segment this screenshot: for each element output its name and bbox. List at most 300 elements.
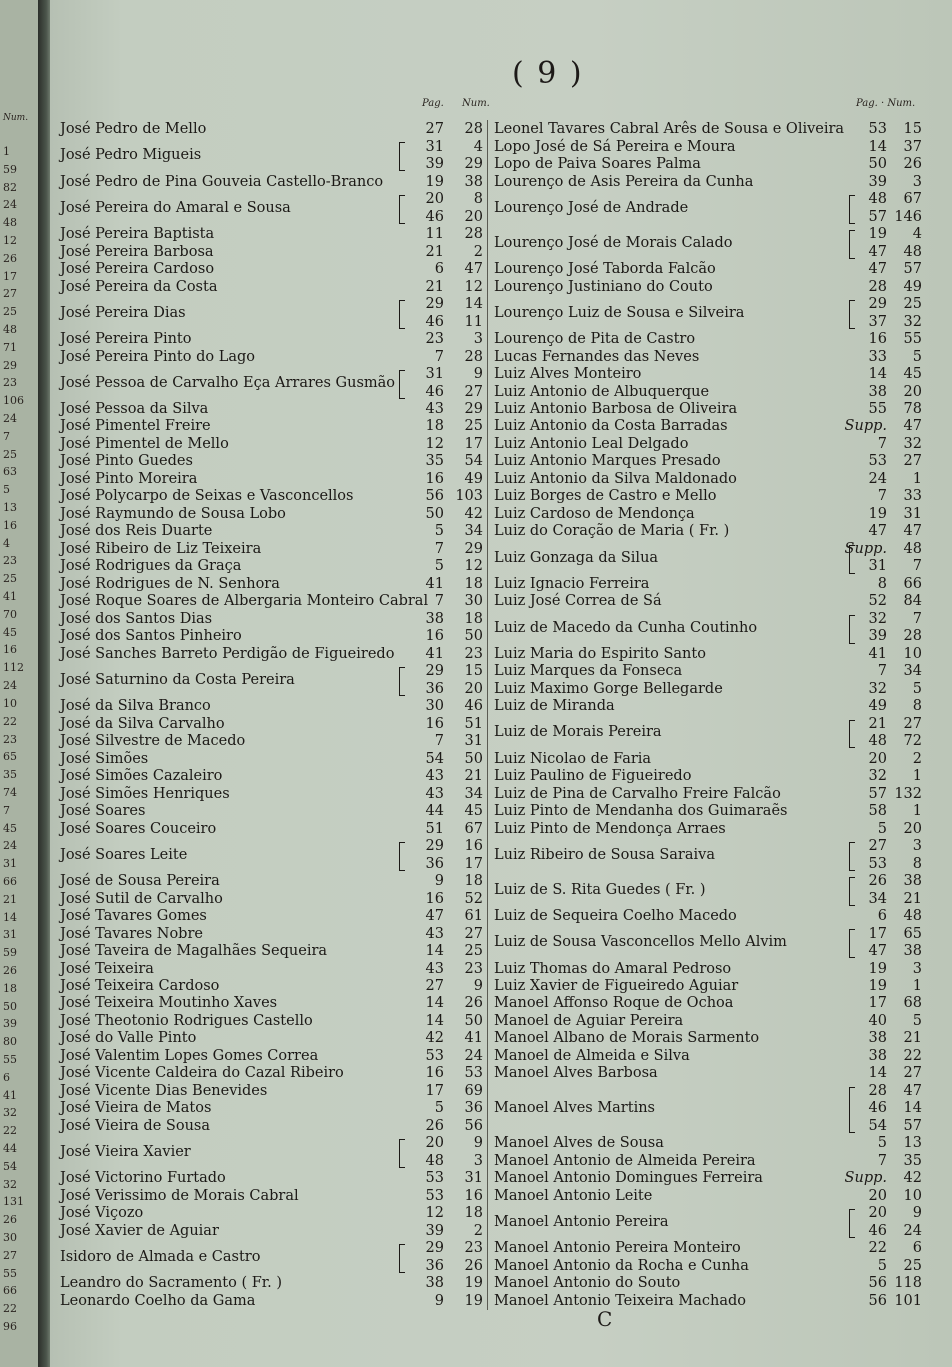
number-ref: 26 (903, 156, 922, 173)
number-ref: 49 (464, 470, 483, 487)
register-page (50, 0, 952, 1367)
entry-name: José Pessoa da Silva (60, 400, 209, 417)
page-ref: 7 (877, 1152, 887, 1169)
gutter-number: 131 (3, 1195, 24, 1209)
entry-name: Lourenço José de Morais Calado (494, 234, 733, 251)
page-ref: 55 (868, 400, 887, 417)
number-ref: 11 (464, 313, 483, 330)
page-ref: 48 (425, 1152, 444, 1169)
gutter-number: 5 (3, 483, 10, 497)
entry-name: José dos Santos Dias (60, 610, 213, 627)
page-ref: 50 (425, 505, 444, 522)
entry-name: José dos Reis Duarte (60, 523, 213, 540)
number-ref: 28 (464, 226, 483, 243)
page-ref: 52 (868, 593, 887, 610)
entry-name: José Rodrigues de N. Senhora (60, 575, 280, 592)
page-ref: 6 (877, 908, 887, 925)
number-ref: 28 (464, 121, 483, 138)
page-ref: 17 (868, 925, 887, 942)
number-ref: 5 (912, 680, 922, 697)
entry-name: José Pereira da Costa (60, 278, 218, 295)
number-ref: 8 (912, 855, 922, 872)
number-ref: 49 (903, 278, 922, 295)
entry-name: Lourenço Justiniano do Couto (494, 278, 713, 295)
number-ref: 2 (473, 243, 483, 260)
entry-name: Luiz Gonzaga da Silua (494, 549, 659, 566)
page-ref: 27 (425, 121, 444, 138)
index-entry (50, 1030, 950, 1047)
page-ref: 53 (425, 1170, 444, 1187)
entry-name: Manoel Albano de Morais Sarmento (494, 1030, 760, 1047)
gutter-number: 112 (3, 661, 24, 675)
entry-name: Manoel Alves Barbosa (494, 1065, 658, 1082)
gutter-number: 54 (3, 1159, 17, 1173)
index-entry (50, 995, 950, 1012)
page-ref: Supp. (844, 418, 887, 435)
entry-name: José Vicente Dias Benevides (60, 1082, 268, 1099)
page-ref: 16 (425, 628, 444, 645)
brace-bracket (849, 545, 855, 574)
page-ref: 14 (425, 1012, 444, 1029)
gutter-number: 26 (3, 251, 17, 265)
gutter-number: 1 (3, 145, 10, 158)
num-header-left: Num. (462, 98, 490, 109)
entry-name: Manoel Alves de Sousa (494, 1135, 664, 1152)
page-ref: 54 (868, 1117, 887, 1134)
index-entry (50, 663, 950, 680)
number-ref: 47 (903, 418, 922, 435)
number-ref: 50 (464, 628, 483, 645)
entry-name: Manoel Antonio Pereira Monteiro (494, 1240, 741, 1257)
page-ref: 33 (868, 348, 887, 365)
entry-name: Luiz do Coração de Maria ( Fr. ) (494, 523, 730, 540)
gutter-number: 22 (3, 714, 17, 728)
page-ref: 22 (868, 1240, 887, 1257)
number-ref: 21 (903, 1030, 922, 1047)
entry-name: José Pereira Barbosa (60, 243, 214, 260)
page-ref: 19 (868, 505, 887, 522)
gutter-number: 31 (3, 928, 17, 942)
number-ref: 14 (903, 1100, 922, 1117)
index-entry (50, 1048, 950, 1065)
gutter-number: 16 (3, 643, 17, 657)
entry-name: José Rodrigues da Graça (60, 558, 242, 575)
page-ref: 26 (425, 1117, 444, 1134)
page-ref: 16 (868, 331, 887, 348)
page-ref: 31 (425, 366, 444, 383)
page-ref: 27 (425, 978, 444, 994)
number-ref: 42 (464, 505, 483, 522)
page-ref: 14 (425, 995, 444, 1012)
index-entry (50, 1188, 950, 1205)
index-entry (50, 681, 950, 698)
page-ref: 14 (425, 943, 444, 960)
page-ref: 27 (868, 838, 887, 855)
page-ref: 35 (425, 453, 444, 470)
number-ref: 51 (464, 715, 483, 732)
page-ref: 5 (434, 558, 444, 575)
entry-name: José Saturnino da Costa Pereira (60, 672, 295, 689)
entry-name: José Pimentel Freire (60, 418, 211, 435)
gutter-number: 26 (3, 963, 17, 977)
page-ref: 41 (425, 575, 444, 592)
number-ref: 23 (464, 1240, 483, 1257)
page-ref: 46 (868, 1222, 887, 1239)
page-ref: 31 (425, 138, 444, 155)
index-entry (50, 716, 950, 751)
entry-name: Manoel Affonso Roque de Ochoa (494, 995, 734, 1012)
gutter-number: 48 (3, 323, 17, 337)
entry-name: José Pedro de Pina Gouveia Castello-Branco (60, 173, 384, 190)
entry-name: José de Sousa Pereira (60, 873, 220, 890)
number-ref: 3 (912, 838, 922, 855)
gutter-number: 55 (3, 1052, 17, 1066)
entry-name: Luiz Alves Monteiro (494, 366, 642, 383)
number-ref: 33 (903, 488, 922, 505)
entry-name: José Pimentel de Mello (60, 435, 229, 452)
index-entry (50, 296, 950, 331)
number-ref: 53 (464, 1065, 483, 1082)
entry-name: Luiz Pinto de Mendonça Arraes (494, 820, 726, 837)
index-entry (50, 1135, 950, 1152)
page-ref: 5 (877, 820, 887, 837)
entry-name: Manoel de Almeida e Silva (494, 1047, 690, 1064)
page-ref: 48 (868, 733, 887, 750)
number-ref: 17 (464, 435, 483, 452)
number-ref: 37 (903, 138, 922, 155)
index-entry (50, 348, 950, 365)
number-ref: 1 (912, 768, 922, 785)
gutter-number: 59 (3, 162, 17, 176)
index-entry (50, 261, 950, 278)
entry-name: Luiz Thomas do Amaral Pedroso (494, 960, 732, 977)
number-ref: 54 (464, 453, 483, 470)
number-ref: 3 (912, 960, 922, 977)
number-ref: 20 (464, 680, 483, 697)
page-ref: 57 (868, 208, 887, 225)
gutter-number: 14 (3, 910, 17, 924)
number-ref: 41 (464, 1030, 483, 1047)
page-ref: 53 (868, 453, 887, 470)
gutter-number: 39 (3, 1017, 17, 1031)
number-ref: 16 (464, 838, 483, 855)
page-ref: 46 (868, 1100, 887, 1117)
number-ref: 21 (903, 890, 922, 907)
entry-name: Luiz de Macedo da Cunha Coutinho (494, 619, 758, 636)
number-ref: 57 (903, 1117, 922, 1134)
number-ref: 3 (473, 1152, 483, 1169)
gutter-number: 27 (3, 1248, 17, 1262)
index-entry (50, 576, 950, 593)
page-ref: 5 (877, 1135, 887, 1152)
index-entry (50, 1065, 950, 1082)
page-ref: 50 (868, 156, 887, 173)
page-ref: 46 (425, 383, 444, 400)
entry-name: José do Valle Pinto (60, 1030, 197, 1047)
number-ref: 16 (464, 1187, 483, 1204)
entry-name: Lourenço José Taborda Falcão (494, 261, 716, 278)
page-ref: 39 (425, 1222, 444, 1239)
entry-name: Leandro do Sacramento ( Fr. ) (60, 1275, 283, 1292)
entry-name: Leonardo Coelho da Gama (60, 1292, 256, 1309)
number-ref: 18 (464, 575, 483, 592)
page-ref: 9 (434, 1292, 444, 1309)
page-ref: 23 (425, 331, 444, 348)
page-ref: 29 (425, 1240, 444, 1257)
gutter-number: 32 (3, 1177, 17, 1191)
brace-bracket (849, 720, 855, 749)
number-ref: 18 (464, 873, 483, 890)
entry-name: José Simões Cazaleiro (60, 768, 223, 785)
number-ref: 19 (464, 1275, 483, 1292)
entry-name: Luiz Nicolao de Faria (494, 750, 652, 767)
entry-name: José Vieira de Sousa (60, 1117, 210, 1134)
page-ref: 14 (868, 366, 887, 383)
number-ref: 84 (903, 593, 922, 610)
gutter-number: 35 (3, 768, 17, 782)
number-ref: 15 (464, 663, 483, 680)
entry-name: Manoel Antonio Pereira (494, 1214, 669, 1231)
number-ref: 25 (464, 418, 483, 435)
number-ref: 3 (912, 173, 922, 190)
entry-name: José da Silva Carvalho (60, 715, 225, 732)
page-ref: 7 (877, 663, 887, 680)
gutter-number: 31 (3, 857, 17, 871)
number-ref: 29 (464, 156, 483, 173)
gutter-number: 25 (3, 305, 17, 319)
entry-name: Luiz José Correa de Sá (494, 593, 662, 610)
page-ref: 43 (425, 960, 444, 977)
gutter-number: 22 (3, 1124, 17, 1138)
entry-name: Manoel de Aguiar Pereira (494, 1012, 684, 1029)
index-entry (50, 541, 950, 576)
number-ref: 67 (903, 191, 922, 208)
brace-bracket (849, 929, 855, 958)
index-entry (50, 453, 950, 470)
gutter-number: 65 (3, 750, 17, 764)
page-ref: 47 (868, 243, 887, 260)
pag-header-left: Pag. (422, 98, 444, 109)
page-ref: 53 (425, 1187, 444, 1204)
page-ref: 36 (425, 1257, 444, 1274)
entry-name: José Pedro Migueis (60, 147, 202, 164)
gutter-number: 44 (3, 1141, 17, 1155)
page-ref: 7 (877, 488, 887, 505)
number-ref: 26 (464, 1257, 483, 1274)
entry-name: José Tavares Gomes (60, 908, 207, 925)
index-entry (50, 156, 950, 173)
page-ref: 54 (425, 750, 444, 767)
entry-name: Lucas Fernandes das Neves (494, 348, 700, 365)
number-ref: 25 (903, 1257, 922, 1274)
page-ref: 8 (877, 575, 887, 592)
page-ref: 42 (425, 1030, 444, 1047)
entry-name: José Vicente Caldeira do Cazal Ribeiro (60, 1065, 344, 1082)
page-ref: 58 (868, 803, 887, 820)
gutter-number: 12 (3, 234, 17, 247)
number-ref: 12 (464, 558, 483, 575)
gutter-number: 48 (3, 216, 17, 230)
page-ref: 36 (425, 855, 444, 872)
number-ref: 45 (903, 366, 922, 383)
entry-name: José Pereira Pinto do Lago (60, 348, 255, 365)
number-ref: 22 (903, 1047, 922, 1064)
entry-name: Luiz Antonio de Albuquerque (494, 383, 710, 400)
index-entry (50, 750, 950, 767)
page-ref: 47 (868, 943, 887, 960)
index-entry (50, 785, 950, 802)
entry-name: José Xavier de Aguiar (60, 1222, 219, 1239)
number-ref: 32 (903, 435, 922, 452)
gutter-number: 4 (3, 536, 10, 550)
index-entry (50, 191, 950, 226)
index-entry (50, 1293, 950, 1310)
gutter-number: 26 (3, 1213, 17, 1227)
number-ref: 50 (464, 1012, 483, 1029)
number-ref: 9 (473, 1135, 483, 1152)
page-ref: 39 (868, 628, 887, 645)
number-ref: 1 (912, 978, 922, 994)
entry-name: Luiz Ribeiro de Sousa Saraiva (494, 846, 715, 863)
entry-name: José Vieira de Matos (60, 1100, 212, 1117)
page-ref: 28 (868, 1082, 887, 1099)
page-ref: 39 (425, 156, 444, 173)
number-ref: 28 (903, 628, 922, 645)
entry-name: Luiz Pinto de Mendanha dos Guimaraẽs (494, 803, 788, 820)
gutter-number: 25 (3, 572, 17, 586)
gutter-header: Num. (3, 113, 29, 123)
number-ref: 46 (464, 698, 483, 715)
page-ref: 47 (868, 523, 887, 540)
index-entry (50, 1083, 950, 1135)
number-ref: 72 (903, 733, 922, 750)
gutter-number: 24 (3, 839, 17, 853)
page-ref: 5 (877, 1257, 887, 1274)
gutter-number: 80 (3, 1035, 17, 1049)
page-ref: 6 (434, 261, 444, 278)
index-entry (50, 1240, 950, 1257)
number-ref: 4 (912, 226, 922, 243)
page-ref: 44 (425, 803, 444, 820)
gutter-number: 6 (3, 1070, 10, 1084)
number-ref: 23 (464, 960, 483, 977)
page-ref: 29 (425, 296, 444, 313)
page-ref: 19 (868, 978, 887, 994)
number-ref: 146 (894, 208, 922, 225)
entry-name: José Soares (60, 803, 146, 820)
page-ref: 20 (425, 1135, 444, 1152)
number-ref: 10 (903, 645, 922, 662)
gutter-number: 24 (3, 198, 17, 212)
number-ref: 45 (464, 803, 483, 820)
entry-name: José Pereira Pinto (60, 331, 192, 348)
page-ref: 38 (868, 1047, 887, 1064)
page-ref: 17 (868, 995, 887, 1012)
number-ref: 15 (903, 121, 922, 138)
gutter-number: 22 (3, 1302, 17, 1316)
number-ref: 10 (903, 1187, 922, 1204)
index-entry (50, 1013, 950, 1030)
entry-name: José Silvestre de Macedo (60, 733, 246, 750)
number-ref: 2 (473, 1222, 483, 1239)
entry-name: Luiz de Miranda (494, 698, 615, 715)
number-ref: 132 (894, 785, 922, 802)
page-ref: 34 (868, 890, 887, 907)
page-ref: Supp. (844, 1170, 887, 1187)
number-ref: 24 (464, 1047, 483, 1064)
page-ref: 7 (877, 435, 887, 452)
number-ref: 3 (473, 331, 483, 348)
page-ref: 7 (434, 593, 444, 610)
page-ref: 53 (868, 121, 887, 138)
brace-bracket (849, 877, 855, 906)
facing-page-margin (0, 0, 42, 1367)
entry-name: Luiz Antonio Leal Delgado (494, 435, 689, 452)
number-ref: 25 (464, 943, 483, 960)
entry-name: José Teixeira Cardoso (60, 978, 220, 994)
entry-name: Lourenço de Asis Pereira da Cunha (494, 173, 754, 190)
gutter-number: 24 (3, 679, 17, 693)
number-ref: 34 (464, 523, 483, 540)
page-ref: 19 (868, 226, 887, 243)
number-ref: 20 (903, 383, 922, 400)
page-ref: 43 (425, 925, 444, 942)
index-entry (50, 401, 950, 418)
number-ref: 34 (464, 785, 483, 802)
number-ref: 14 (464, 296, 483, 313)
index-entry (50, 471, 950, 488)
number-ref: 78 (903, 400, 922, 417)
index-entry (50, 418, 950, 435)
index-entry (50, 1275, 950, 1292)
page-ref: 41 (868, 645, 887, 662)
gutter-number: 50 (3, 999, 17, 1013)
number-ref: 52 (464, 890, 483, 907)
page-ref: 31 (868, 558, 887, 575)
gutter-number: 71 (3, 340, 17, 354)
number-ref: 31 (464, 1170, 483, 1187)
number-ref: 27 (903, 715, 922, 732)
entry-name: José Valentim Lopes Gomes Correa (60, 1047, 319, 1064)
page-ref: 51 (425, 820, 444, 837)
number-ref: 23 (464, 645, 483, 662)
entry-name: José da Silva Branco (60, 698, 211, 715)
index-entry (50, 646, 950, 663)
gutter-number: 41 (3, 590, 17, 604)
number-ref: 48 (903, 243, 922, 260)
index-entry (50, 768, 950, 785)
page-ref: 5 (434, 1100, 444, 1117)
entry-name: José Sutil de Carvalho (60, 890, 223, 907)
brace-bracket (849, 300, 855, 329)
entry-name: Lourenço Luiz de Sousa e Silveira (494, 304, 745, 321)
index-entry (50, 173, 950, 190)
page-ref: 14 (868, 1065, 887, 1082)
page-ref: 53 (425, 1047, 444, 1064)
number-ref: 25 (903, 296, 922, 313)
gutter-number: 7 (3, 803, 10, 817)
number-ref: 55 (903, 331, 922, 348)
index-entry (50, 523, 950, 540)
page-ref: 26 (868, 873, 887, 890)
page-ref: 56 (425, 488, 444, 505)
number-ref: 47 (903, 523, 922, 540)
index-entry (50, 1205, 950, 1240)
entry-name: José Pinto Moreira (60, 470, 198, 487)
entry-name: Leonel Tavares Cabral Arês de Sousa e Oliveira (494, 121, 845, 138)
number-ref: 27 (464, 383, 483, 400)
entry-name: Manoel Antonio de Almeida Pereira (494, 1152, 756, 1169)
